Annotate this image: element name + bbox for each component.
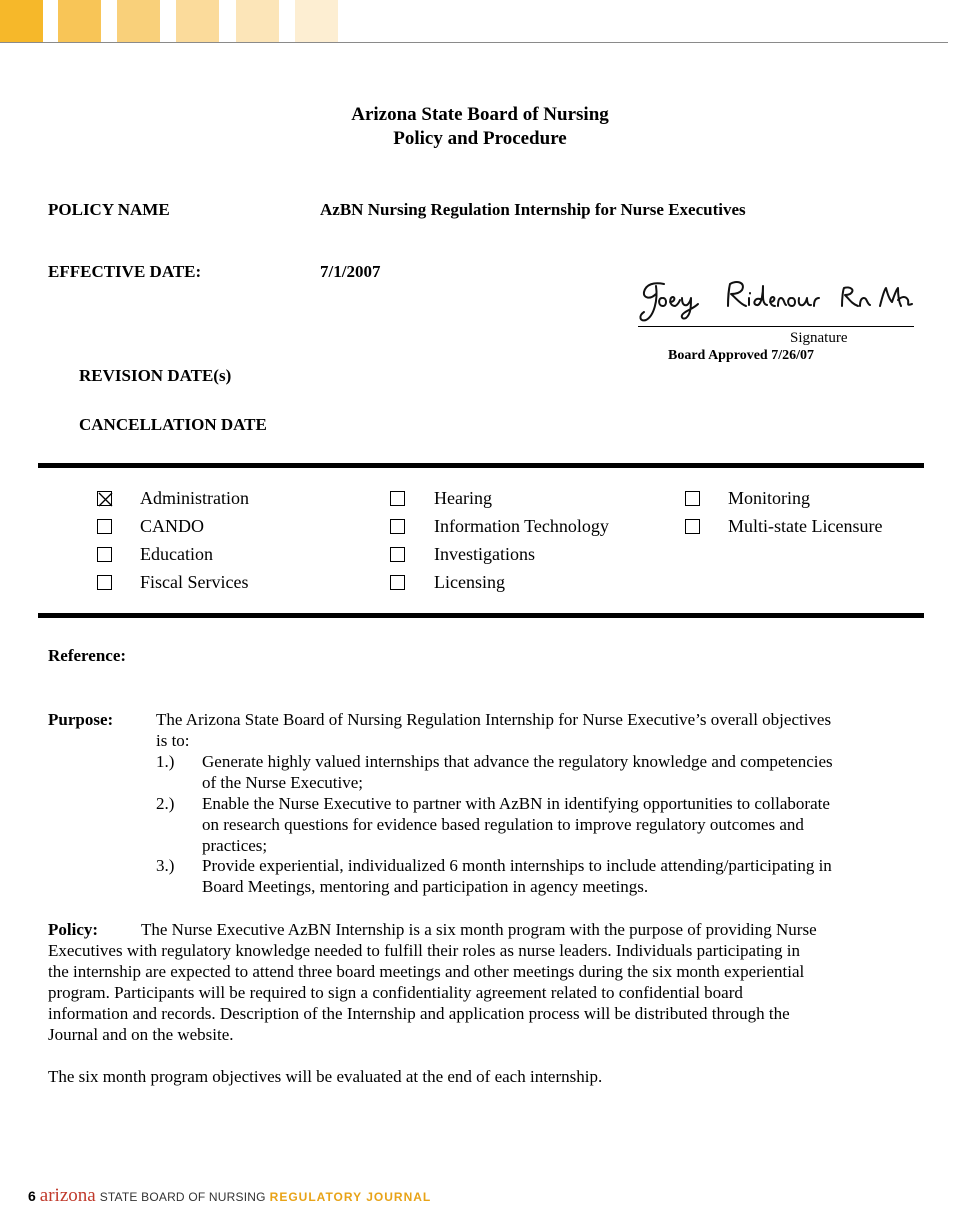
page-footer [28,1185,431,1207]
section-divider-bottom [38,613,924,618]
document-title: Arizona State Board of Nursing [351,104,609,125]
effective-date-value: 7/1/2007 [320,262,381,281]
purpose-intro: The Arizona State Board of Nursing Regulation Internship for Nurse Executive’s overall objectives [156,710,832,729]
education-checkbox[interactable] [97,547,112,562]
purpose-item-line: Board Meetings, mentoring and participation in agency meetings. [202,877,649,896]
purpose-item-line: practices; [202,836,268,855]
fiscal-services-checkbox[interactable] [97,575,112,590]
header-color-bar [0,0,960,44]
category-label: Fiscal Services [140,572,249,592]
signature-image [636,278,920,326]
cando-checkbox[interactable] [97,519,112,534]
document-subtitle: Policy and Procedure [393,128,567,149]
policy-text-line: information and records. Description of the Internship and application process will be distributed through the [48,1004,790,1023]
color-block [117,0,160,42]
page-number: 6 [28,1188,36,1204]
check-x-icon [98,492,113,507]
category-label: Information Technology [434,516,609,536]
policy-name-value: AzBN Nursing Regulation Internship for Nurse Executives [320,200,746,219]
purpose-item-line: Provide experiential, individualized 6 month internships to include attending/participating in [202,856,832,875]
policy-name-label: POLICY NAME [48,200,170,219]
header-rule [0,42,948,43]
effective-date-label: EFFECTIVE DATE: [48,262,202,281]
category-label: Multi-state Licensure [728,516,883,536]
policy-text-line: The Nurse Executive AzBN Internship is a six month program with the purpose of providing Nurse [141,920,817,939]
color-block [236,0,279,42]
category-label: Hearing [434,488,492,508]
purpose-item-line: Enable the Nurse Executive to partner with AzBN in identifying opportunities to collaborate [202,794,830,813]
purpose-intro-cont: is to: [156,731,190,750]
purpose-item-number: 1.) [156,752,175,771]
color-block [58,0,101,42]
policy-text-line: the internship are expected to attend three board meetings and other meetings during the six month experiential [48,962,805,981]
signature-line [638,326,914,327]
policy-closing: The six month program objectives will be evaluated at the end of each internship. [48,1067,603,1086]
policy-text-line: Executives with regulatory knowledge needed to fulfill their roles as nurse leaders. Individuals participating in [48,941,801,960]
journal-name: REGULATORY JOURNAL [269,1190,432,1204]
board-name: STATE BOARD OF NURSING [99,1190,266,1204]
reference-label: Reference: [48,646,127,665]
administration-checkbox[interactable] [97,491,112,506]
category-label: CANDO [140,516,205,536]
category-label: Licensing [434,572,505,592]
purpose-item-number: 3.) [156,856,175,875]
category-label: Monitoring [728,488,811,508]
purpose-item-line: on research questions for evidence based regulation to improve regulatory outcomes and [202,815,804,834]
policy-text-line: program. Participants will be required to sign a confidentiality agreement related to confidential board [48,983,743,1002]
signature-caption: Signature [790,330,848,346]
policy-label: Policy: [48,920,99,939]
purpose-item-number: 2.) [156,794,175,813]
revision-date-label: REVISION DATE(s) [79,366,232,385]
board-approved-date: Board Approved 7/26/07 [668,348,814,363]
information-technology-checkbox[interactable] [390,519,405,534]
multi-state-licensure-checkbox[interactable] [685,519,700,534]
monitoring-checkbox[interactable] [685,491,700,506]
licensing-checkbox[interactable] [390,575,405,590]
category-label: Investigations [434,544,535,564]
section-divider-top [38,463,924,468]
purpose-label: Purpose: [48,710,114,729]
investigations-checkbox[interactable] [390,547,405,562]
arizona-logo: arizona [39,1185,96,1206]
category-label: Administration [140,488,249,508]
purpose-item-line: of the Nurse Executive; [202,773,363,792]
color-block [0,0,43,42]
color-block [295,0,338,42]
hearing-checkbox[interactable] [390,491,405,506]
category-label: Education [140,544,213,564]
purpose-item-line: Generate highly valued internships that advance the regulatory knowledge and competencies [202,752,833,771]
color-block [176,0,219,42]
cancellation-date-label: CANCELLATION DATE [79,415,267,434]
policy-text-line: Journal and on the website. [48,1025,234,1044]
